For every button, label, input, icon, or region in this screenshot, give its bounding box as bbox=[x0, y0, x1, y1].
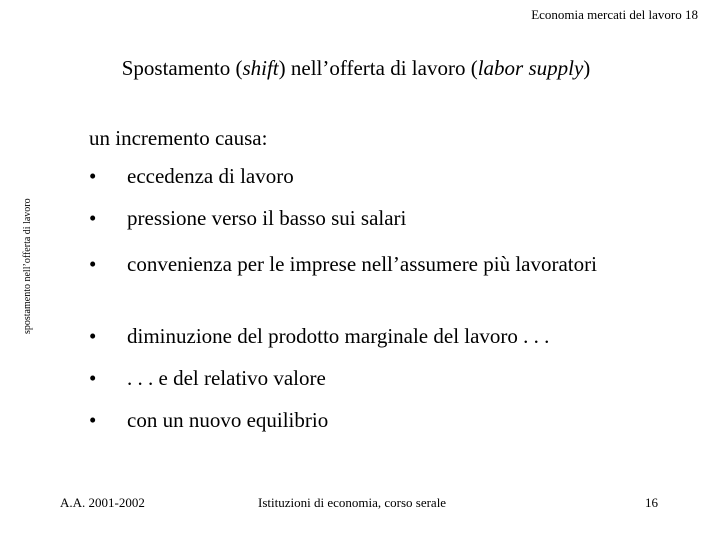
page-number: 16 bbox=[645, 495, 658, 510]
title-part: Spostamento ( bbox=[121, 56, 243, 80]
bullet-dot: • bbox=[89, 324, 97, 348]
title-part-italic: shift bbox=[242, 56, 279, 80]
footer-course: Istituzioni di economia, corso serale bbox=[258, 495, 447, 510]
bullet-text: diminuzione del prodotto marginale del lavoro . . . bbox=[127, 324, 550, 348]
title-part: ) nell’offerta di lavoro ( bbox=[278, 56, 478, 80]
bullet-text: . . . e del relativo valore bbox=[127, 366, 326, 390]
bullet-dot: • bbox=[89, 206, 97, 230]
bullet-text: convenienza per le imprese nell’assumere più lavoratori bbox=[127, 252, 597, 276]
bullet-text: eccedenza di lavoro bbox=[127, 164, 294, 188]
side-label: spostamento nell’offerta di lavoro bbox=[22, 198, 33, 334]
running-header: Economia mercati del lavoro 18 bbox=[531, 7, 698, 22]
bullet-text: pressione verso il basso sui salari bbox=[127, 206, 407, 230]
intro-text: un incremento causa: bbox=[89, 126, 268, 150]
bullet-dot: • bbox=[89, 252, 97, 276]
bullet-dot: • bbox=[89, 408, 97, 432]
bullet-text: con un nuovo equilibrio bbox=[127, 408, 329, 432]
bullet-dot: • bbox=[89, 366, 97, 390]
title-part-italic: labor supply bbox=[477, 56, 584, 80]
footer-year: A.A. 2001-2002 bbox=[60, 495, 145, 510]
slide-title bbox=[0, 56, 712, 81]
bullet-dot: • bbox=[89, 164, 97, 188]
title-part: ) bbox=[583, 56, 591, 80]
